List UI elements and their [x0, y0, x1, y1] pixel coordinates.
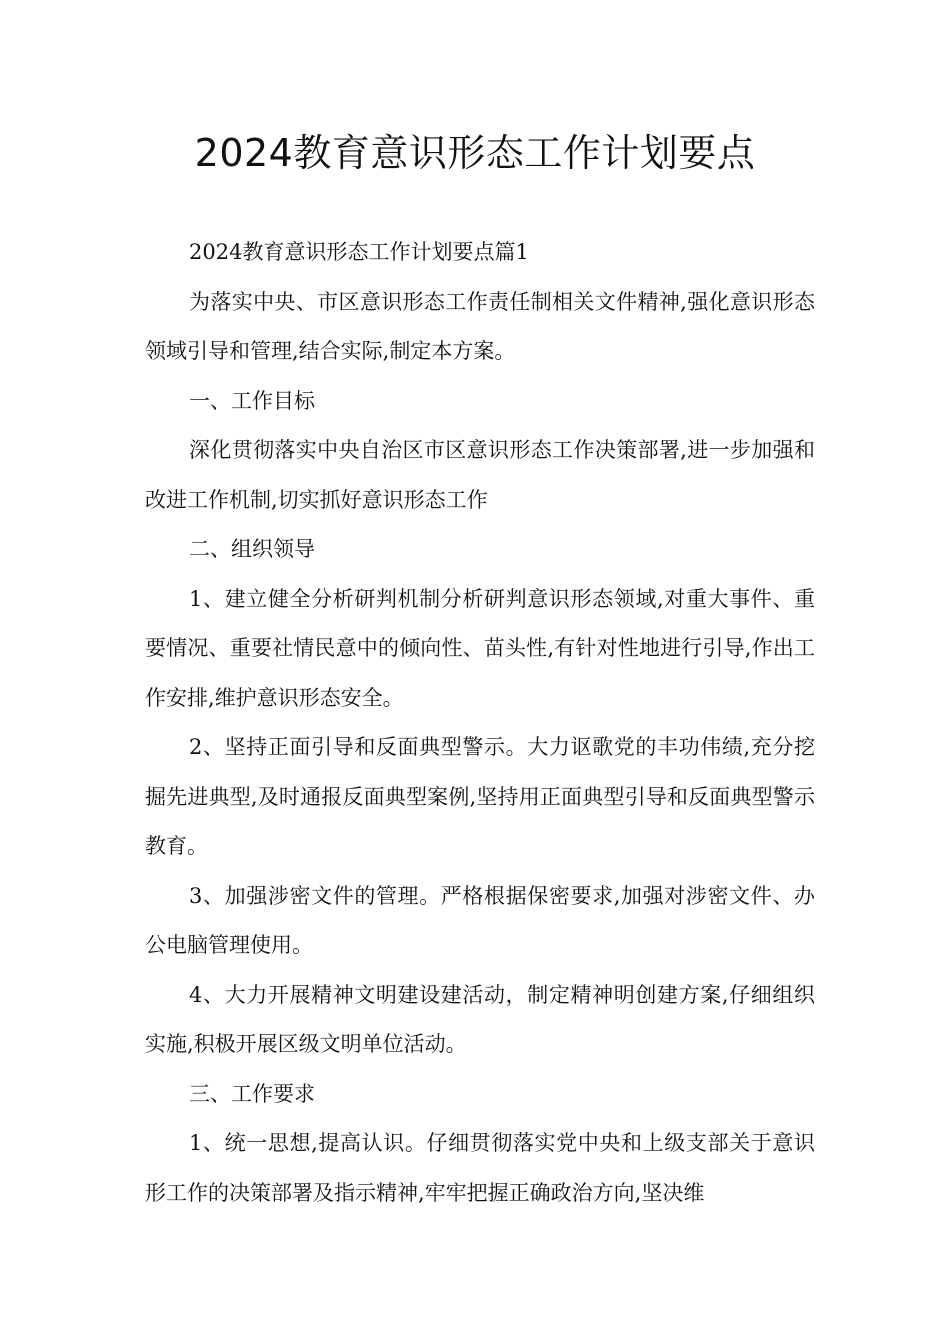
document-body: [145, 228, 815, 1218]
organization-item-2: 2、坚持正面引导和反面典型警示。大力讴歌党的丰功伟绩,充分挖掘先进典型,及时通报反面典型案例,坚持用正面典型引导和反面典型警示教育。: [145, 735, 815, 858]
goals-paragraph: 深化贯彻落实中央自治区市区意识形态工作决策部署,进一步加强和改进工作机制,切实抓好意识形态工作: [145, 438, 815, 512]
document-title: 2024教育意识形态工作计划要点: [194, 131, 756, 175]
organization-item-4: 4、大力开展精神文明建设建活动，制定精神明创建方案,仔细组织实施,积极开展区级文明单位活动。: [145, 982, 815, 1056]
requirements-item-1: 1、统一思想,提高认识。仔细贯彻落实党中央和上级支部关于意识形工作的决策部署及指示精神,牢牢把握正确政治方向,坚决维: [145, 1131, 815, 1205]
heading-organization: 二、组织领导: [189, 537, 315, 561]
heading-work-goals: 一、工作目标: [189, 388, 315, 413]
intro-paragraph: 为落实中央、市区意识形态工作责任制相关文件精神,强化意识形态领域引导和管理,结合实际,制定本方案。: [145, 289, 815, 363]
organization-item-3: 3、加强涉密文件的管理。严格根据保密要求,加强对涉密文件、办公电脑管理使用。: [145, 883, 815, 957]
organization-item-1: 1、建立健全分析研判机制分析研判意识形态领域,对重大事件、重要情况、重要社情民意中的倾向性、苗头性,有针对性地进行引导,作出工作安排,维护意识形态安全。: [145, 586, 815, 710]
heading-work-requirements: 三、工作要求: [189, 1081, 315, 1106]
section-subtitle: 2024教育意识形态工作计划要点篇1: [189, 240, 529, 264]
